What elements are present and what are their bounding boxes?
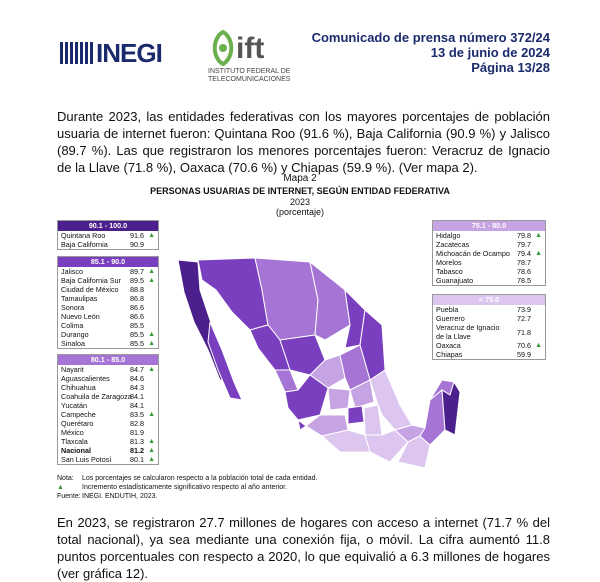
legend-group-80-85 xyxy=(57,354,159,465)
legend-value: 70.6 xyxy=(517,341,531,350)
legend-state: Michoacán de Ocampo xyxy=(436,249,510,258)
legend-row xyxy=(58,383,158,392)
legend-state: Chihuahua xyxy=(61,383,96,392)
legend-state: Hidalgo xyxy=(436,231,461,240)
legend-value: 91.6 xyxy=(130,231,144,240)
legend-value: 83.5 xyxy=(130,410,144,419)
legend-row xyxy=(433,267,545,276)
legend-header: 85.1 - 90.0 xyxy=(58,257,158,267)
map-guanajuato xyxy=(328,388,350,410)
significance-triangle-icon: ▲ xyxy=(535,232,542,239)
legend-state: Sinaloa xyxy=(61,339,85,348)
legend-row xyxy=(58,446,158,455)
legend-value: 85.5 xyxy=(130,330,144,339)
legend-value: 59.9 xyxy=(517,350,531,359)
legend-value: 85.5 xyxy=(130,339,144,348)
legend-row xyxy=(58,428,158,437)
legend-value: 78.7 xyxy=(517,258,531,267)
legend-value: 78.5 xyxy=(517,276,531,285)
legend-state: Quintana Roo xyxy=(61,231,106,240)
legend-state: Veracruz de Ignacio de la Llave xyxy=(436,323,500,341)
significance-triangle-icon: ▲ xyxy=(148,366,155,373)
legend-row xyxy=(58,285,158,294)
legend-row xyxy=(58,303,158,312)
significance-triangle-icon: ▲ xyxy=(148,331,155,338)
legend-row xyxy=(58,231,158,240)
legend-group-85-90 xyxy=(57,256,159,349)
legend-value: 80.1 xyxy=(130,455,144,464)
legend-value: 90.9 xyxy=(130,240,144,249)
legend-value: 78.6 xyxy=(517,267,531,276)
legend-row xyxy=(58,392,158,401)
significance-text: Incremento estadísticamente significativo respecto al año anterior. xyxy=(82,484,288,491)
inegi-logo xyxy=(60,40,180,66)
legend-state: Chiapas xyxy=(436,350,463,359)
significance-triangle-icon: ▲ xyxy=(535,342,542,349)
legend-value: 88.8 xyxy=(130,285,144,294)
legend-row xyxy=(58,321,158,330)
press-number: Comunicado de prensa número 372/24 xyxy=(311,30,550,45)
legend-row xyxy=(433,323,545,341)
page-number: Página 13/28 xyxy=(471,60,550,75)
legend-value: 79.7 xyxy=(517,240,531,249)
legend-state: Morelos xyxy=(436,258,462,267)
map-notes xyxy=(57,474,317,501)
legend-row xyxy=(433,314,545,323)
legend-row xyxy=(58,294,158,303)
ift-logo-text: ift xyxy=(236,32,265,65)
significance-triangle-icon: ▲ xyxy=(148,438,155,445)
legend-header: 90.1 - 100.0 xyxy=(58,221,158,231)
mexico-choropleth-map xyxy=(150,230,463,470)
legend-state: Baja California Sur xyxy=(61,276,121,285)
legend-state: Campeche xyxy=(61,410,96,419)
significance-triangle-icon: ▲ xyxy=(148,232,155,239)
inegi-logo-mark xyxy=(60,42,94,64)
legend-state: Guerrero xyxy=(436,314,465,323)
legend-value: 86.6 xyxy=(130,303,144,312)
legend-row xyxy=(433,258,545,267)
legend-state: Guanajuato xyxy=(436,276,474,285)
legend-rows xyxy=(58,267,158,348)
significance-triangle-icon: ▲ xyxy=(57,484,64,491)
legend-header: 80.1 - 85.0 xyxy=(58,355,158,365)
map-mexico-cdmx xyxy=(348,406,364,424)
legend-value: 82.8 xyxy=(130,419,144,428)
households-paragraph-text: En 2023, se registraron 27.7 millones de hogares con acceso a internet (71.7 % del total nacional), ya sea mediante una conexión fija, o móvil. La cifra aumentó 11.8 puntos porcentuales con respecto a 2020, lo que equivalió a 6.3 millones de hogares (ver gráfica 12). xyxy=(57,515,550,581)
legend-state: Tlaxcala xyxy=(61,437,88,446)
legend-row xyxy=(58,240,158,249)
significance-triangle-icon: ▲ xyxy=(148,456,155,463)
legend-value: 84.6 xyxy=(130,374,144,383)
legend-rows xyxy=(433,305,545,359)
legend-value: 89.7 xyxy=(130,267,144,276)
legend-state: Tabasco xyxy=(436,267,463,276)
legend-state: Yucatán xyxy=(61,401,87,410)
legend-state: Baja California xyxy=(61,240,108,249)
source-label: Fuente: xyxy=(57,493,81,500)
legend-row xyxy=(433,276,545,285)
legend-group-75-80 xyxy=(432,220,546,286)
legend-state: Querétaro xyxy=(61,419,94,428)
legend-row xyxy=(58,419,158,428)
legend-value: 81.9 xyxy=(130,428,144,437)
legend-row xyxy=(433,350,545,359)
legend-state: Sonora xyxy=(61,303,85,312)
significance-triangle-icon: ▲ xyxy=(148,268,155,275)
legend-value: 81.3 xyxy=(130,437,144,446)
legend-value: 73.9 xyxy=(517,305,531,314)
inegi-logo-text: INEGI xyxy=(96,38,162,68)
legend-state: Colima xyxy=(61,321,84,330)
map-colima xyxy=(298,420,306,430)
significance-triangle-icon: ▲ xyxy=(148,447,155,454)
legend-value: 81.2 xyxy=(130,446,144,455)
legend-row xyxy=(58,374,158,383)
legend-row xyxy=(58,339,158,348)
significance-triangle-icon: ▲ xyxy=(148,277,155,284)
press-date: 13 de junio de 2024 xyxy=(430,45,550,60)
legend-row xyxy=(58,267,158,276)
intro-paragraph xyxy=(57,108,550,176)
map-unit: (porcentaje) xyxy=(275,207,325,217)
legend-value: 84.1 xyxy=(130,401,144,410)
legend-value: 89.5 xyxy=(130,276,144,285)
legend-value: 84.7 xyxy=(130,365,144,374)
legend-header: < 75.0 xyxy=(433,295,545,305)
legend-value: 84.3 xyxy=(130,383,144,392)
map-subtitle: PERSONAS USUARIAS DE INTERNET, SEGÚN ENTIDAD FEDERATIVA xyxy=(150,186,450,196)
legend-state: Tamaulipas xyxy=(61,294,98,303)
legend-row xyxy=(58,401,158,410)
significance-triangle-icon: ▲ xyxy=(148,411,155,418)
ift-logo-subtitle: INSTITUTO FEDERAL DE TELECOMUNICACIONES xyxy=(208,68,291,83)
map-year: 2023 xyxy=(289,197,311,207)
legend-row xyxy=(58,312,158,321)
legend-row xyxy=(58,455,158,464)
legend-row xyxy=(433,249,545,258)
intro-paragraph-text: Durante 2023, las entidades federativas con los mayores porcentajes de población usuaria de internet fueron: Quintana Roo (91.6 %), Baja California (90.9 %) y Jalisco (89.7 %). Las que registraron los menores porcentajes fueron: Veracruz de Ignacio de la Llave (71.8 %), Oaxaca (70.6 %) y Chiapas (59.9 %). (Ver mapa 2). xyxy=(57,109,550,175)
map-nayarit xyxy=(275,370,298,392)
legend-state: Jalisco xyxy=(61,267,83,276)
legend-value: 86.6 xyxy=(130,312,144,321)
legend-state: Nacional xyxy=(61,446,91,455)
legend-group-90-100 xyxy=(57,220,159,250)
legend-state: Aguascalientes xyxy=(61,374,110,383)
legend-value: 86.8 xyxy=(130,294,144,303)
legend-state: México xyxy=(61,428,84,437)
legend-value: 84.1 xyxy=(130,392,144,401)
households-paragraph xyxy=(57,514,550,582)
legend-state: Nuevo León xyxy=(61,312,100,321)
legend-state: Nayarit xyxy=(61,365,84,374)
map-title: Mapa 2 xyxy=(283,173,317,184)
legend-rows xyxy=(58,365,158,464)
note-text: Los porcentajes se calcularon respecto a la población total de cada entidad. xyxy=(82,475,318,482)
source-text: INEGI. ENDUTIH, 2023. xyxy=(82,493,158,500)
legend-header: 75.1 - 80.0 xyxy=(433,221,545,231)
legend-value: 71.8 xyxy=(517,328,531,337)
legend-state: Coahuila de Zaragoza xyxy=(61,392,132,401)
legend-row xyxy=(433,231,545,240)
legend-row xyxy=(433,240,545,249)
legend-group-lt-75 xyxy=(432,294,546,360)
legend-row xyxy=(58,437,158,446)
legend-state: Durango xyxy=(61,330,89,339)
legend-rows xyxy=(433,231,545,285)
legend-row xyxy=(433,341,545,350)
legend-row xyxy=(433,305,545,314)
legend-row xyxy=(58,330,158,339)
ift-logo xyxy=(208,28,318,88)
legend-value: 79.4 xyxy=(517,249,531,258)
legend-row xyxy=(58,410,158,419)
legend-state: Zacatecas xyxy=(436,240,470,249)
legend-value: 85.5 xyxy=(130,321,144,330)
legend-state: Ciudad de México xyxy=(61,285,119,294)
legend-value: 79.8 xyxy=(517,231,531,240)
note-label: Nota: xyxy=(57,475,74,482)
legend-value: 72.7 xyxy=(517,314,531,323)
legend-state: Puebla xyxy=(436,305,459,314)
significance-triangle-icon: ▲ xyxy=(535,250,542,257)
press-release-header xyxy=(312,30,550,75)
legend-row xyxy=(58,276,158,285)
legend-state: San Luis Potosí xyxy=(61,455,112,464)
significance-triangle-icon: ▲ xyxy=(148,340,155,347)
ift-leaf-icon xyxy=(208,28,238,68)
legend-row xyxy=(58,365,158,374)
legend-rows xyxy=(58,231,158,249)
legend-state: Oaxaca xyxy=(436,341,461,350)
